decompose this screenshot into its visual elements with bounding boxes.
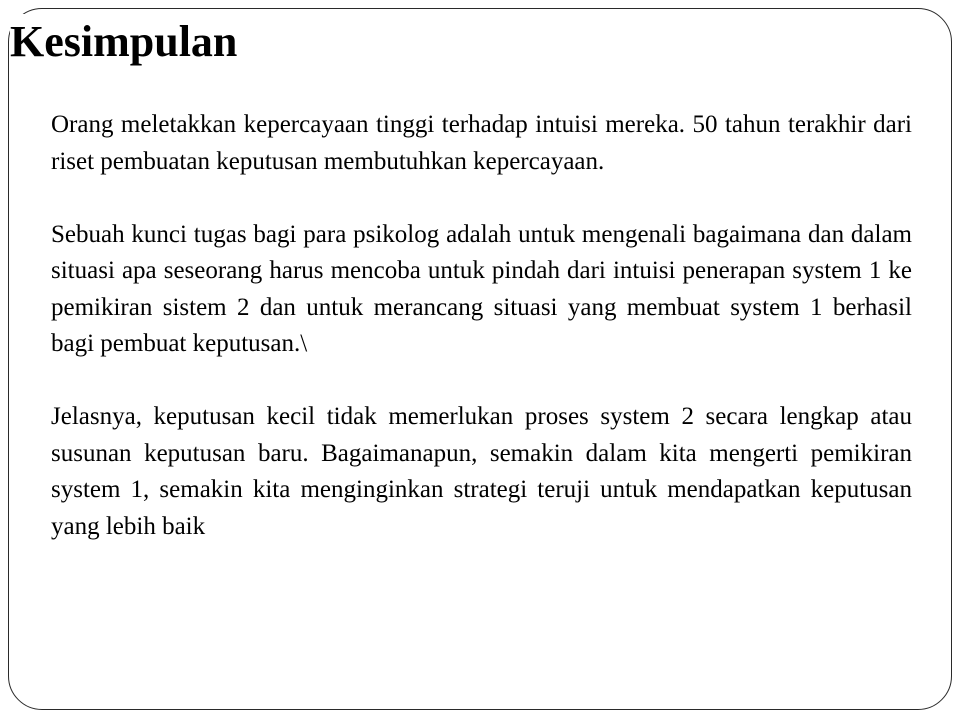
slide-body [51,107,912,545]
paragraph-1: Orang meletakkan kepercayaan tinggi terhadap intuisi mereka. 50 tahun terakhir dari riset pembuatan keputusan membutuhkan kepercayaan. [51,111,912,175]
paragraph-3: Jelasnya, keputusan kecil tidak memerlukan proses system 2 secara lengkap atau susunan keputusan baru. Bagaimanapun, semakin dalam kita mengerti pemikiran system 1, semakin kita menginginkan strategi teruji untuk mendapatkan keputusan yang lebih baik [51,403,912,540]
slide-title: Kesimpulan [10,14,243,70]
paragraph-2: Sebuah kunci tugas bagi para psikolog adalah untuk mengenali bagaimana dan dalam situasi apa seseorang harus mencoba untuk pindah dari intuisi penerapan system 1 ke pemikiran sistem 2 dan untuk merancang situasi yang membuat system 1 berhasil bagi pembuat keputusan.\ [51,220,912,357]
